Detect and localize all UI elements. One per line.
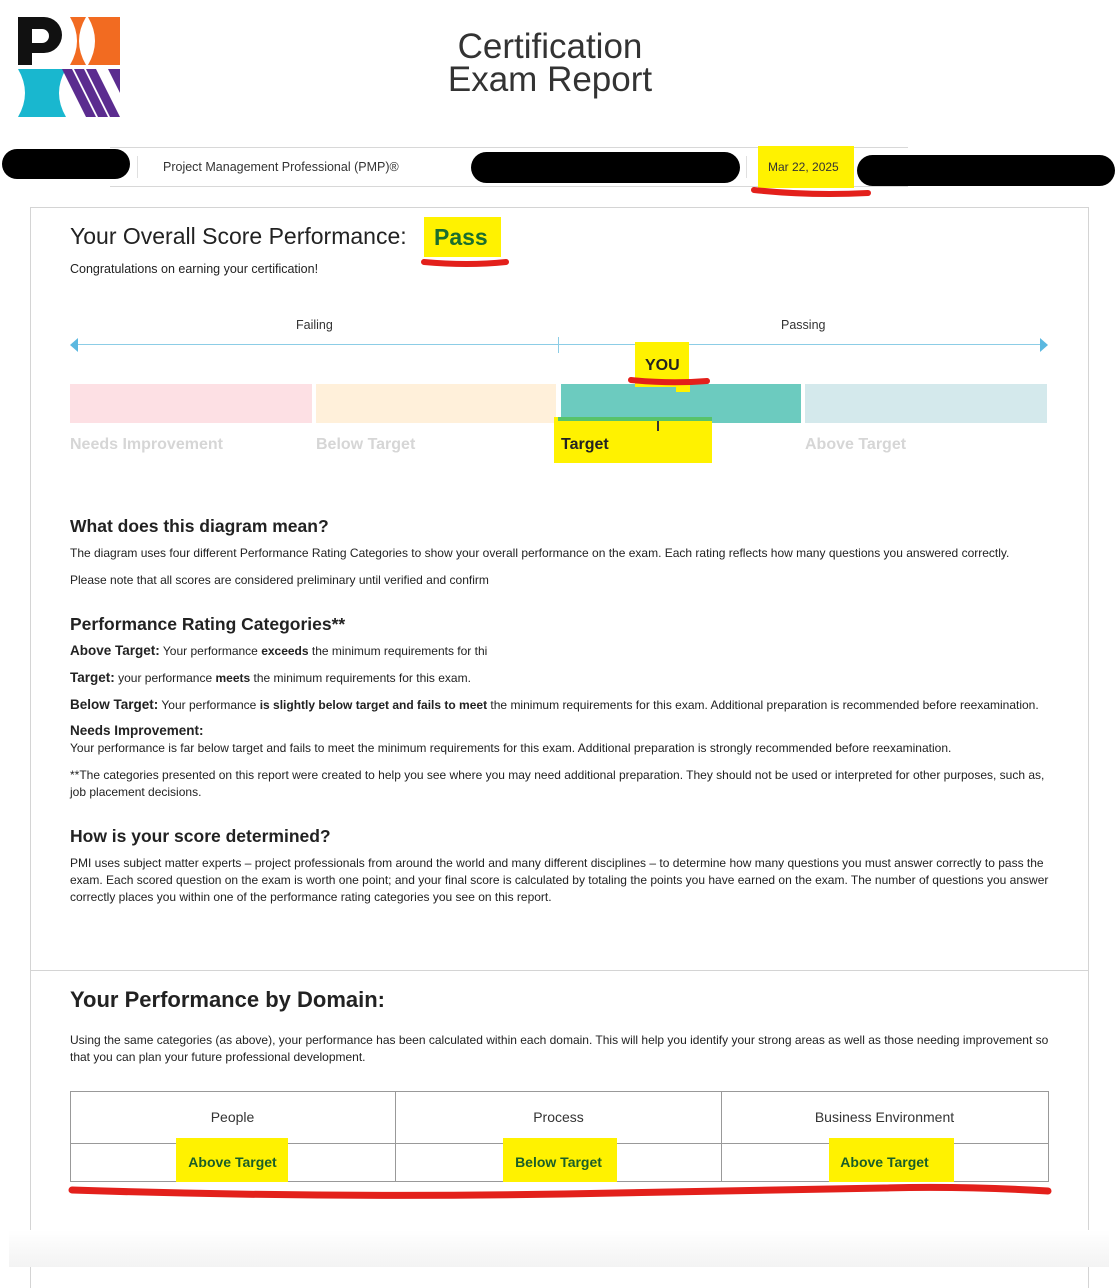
footnote-line-2: job placement decisions. bbox=[70, 785, 202, 799]
domain-process-result: Below Target bbox=[515, 1154, 602, 1170]
above-target-definition bbox=[70, 642, 487, 660]
strip-divider bbox=[137, 156, 138, 178]
you-underline-marker bbox=[626, 372, 714, 390]
strip-divider bbox=[746, 156, 747, 178]
score-determined-line-2: exam. Each scored question on the exam is worth one point; and your final score is calculated by totaling the points you have earned on the exam. The number of questions you answer bbox=[70, 873, 1049, 887]
above-target-label: Above Target: bbox=[70, 643, 160, 658]
domain-people-header: People bbox=[210, 1109, 255, 1125]
target-definition bbox=[70, 669, 471, 687]
diagram-meaning-p2: Please note that all scores are considered preliminary until verified and confirm bbox=[70, 573, 489, 587]
score-determined-heading: How is your score determined? bbox=[70, 826, 331, 846]
scale-line bbox=[74, 344, 1044, 345]
score-determined-line-1: PMI uses subject matter experts – project professionals from around the world and many different disciplines – to determine how many questions you must answer correctly to pass the bbox=[70, 856, 1044, 870]
domain-heading: Your Performance by Domain: bbox=[70, 987, 385, 1012]
band-below-target bbox=[316, 384, 556, 423]
domain-intro-line-1: Using the same categories (as above), your performance has been calculated within each domain. This will help you identify your strong areas as well as those needing improvement so bbox=[70, 1033, 1049, 1047]
footnote-line-1: **The categories presented on this report were created to help you see where you may need additional preparation. They should not be used or interpreted for other purposes, such as, bbox=[70, 768, 1045, 782]
target-tick-mark bbox=[657, 421, 659, 431]
title-line-1: Certification bbox=[457, 27, 643, 66]
target-green-mark bbox=[558, 417, 712, 421]
domain-underline-marker bbox=[64, 1178, 1056, 1204]
date-underline-marker bbox=[750, 180, 875, 202]
def-text: the minimum requirements for this exam. bbox=[253, 671, 471, 685]
domain-intro-line-2: that you can plan your future professional development. bbox=[70, 1050, 366, 1064]
pmi-logo bbox=[16, 15, 120, 119]
def-text: your performance bbox=[118, 671, 213, 685]
bottom-fade bbox=[9, 1230, 1109, 1267]
diagram-meaning-heading: What does this diagram mean? bbox=[70, 516, 329, 536]
domain-business-environment-header: Business Environment bbox=[814, 1109, 955, 1125]
failing-label: Failing bbox=[296, 318, 333, 332]
score-determined-line-3: correctly places you within one of the performance rating categories you see on this report. bbox=[70, 890, 552, 904]
target-label: Target: bbox=[70, 670, 115, 685]
def-bold: exceeds bbox=[261, 644, 309, 658]
domain-business-environment-result: Above Target bbox=[840, 1154, 929, 1170]
arrow-left-icon bbox=[70, 338, 78, 352]
rating-categories-heading: Performance Rating Categories** bbox=[70, 614, 346, 634]
band-needs-improvement bbox=[70, 384, 312, 423]
def-bold: meets bbox=[215, 671, 251, 685]
below-target-label: Below Target: bbox=[70, 697, 159, 712]
exam-name: Project Management Professional (PMP)® bbox=[163, 160, 399, 174]
domain-people-result: Above Target bbox=[188, 1154, 277, 1170]
needs-improvement-label: Needs Improvement: bbox=[70, 723, 204, 738]
def-text: the minimum requirements for this exam. Additional preparation is recommended before reexamination. bbox=[490, 698, 1039, 712]
congrats-text: Congratulations on earning your certification! bbox=[70, 262, 319, 276]
pass-underline-marker bbox=[418, 252, 513, 272]
category-target: Target bbox=[561, 436, 609, 453]
category-above-target: Above Target bbox=[805, 436, 907, 453]
def-text: Your performance bbox=[162, 644, 258, 658]
category-needs-improvement: Needs Improvement bbox=[70, 436, 223, 453]
def-bold: is slightly below target and fails to meet bbox=[259, 698, 488, 712]
def-text: Your performance bbox=[161, 698, 257, 712]
band-above-target bbox=[805, 384, 1047, 423]
title-line-2: Exam Report bbox=[447, 60, 653, 99]
you-marker: YOU bbox=[645, 357, 680, 374]
below-target-definition bbox=[70, 696, 1039, 714]
pass-threshold-tick bbox=[558, 337, 559, 353]
overall-heading: Your Overall Score Performance: bbox=[70, 223, 407, 249]
passing-label: Passing bbox=[781, 318, 826, 332]
overall-result: Pass bbox=[434, 224, 488, 250]
domain-process-header: Process bbox=[533, 1109, 584, 1125]
report-title bbox=[400, 27, 700, 99]
redaction bbox=[2, 149, 130, 179]
exam-date: Mar 22, 2025 bbox=[768, 160, 839, 174]
section-divider bbox=[30, 970, 1088, 971]
needs-improvement-definition: Your performance is far below target and fails to meet the minimum requirements for this exam. Additional preparation is strongly recommended before reexamination. bbox=[70, 741, 952, 755]
redaction bbox=[471, 152, 740, 183]
arrow-right-icon bbox=[1040, 338, 1048, 352]
category-below-target: Below Target bbox=[316, 436, 416, 453]
redaction bbox=[857, 155, 1115, 186]
def-text: the minimum requirements for thi bbox=[311, 644, 488, 658]
diagram-meaning-p1: The diagram uses four different Performance Rating Categories to show your overall performance on the exam. Each rating reflects how many questions you answered correctly. bbox=[70, 546, 1010, 560]
